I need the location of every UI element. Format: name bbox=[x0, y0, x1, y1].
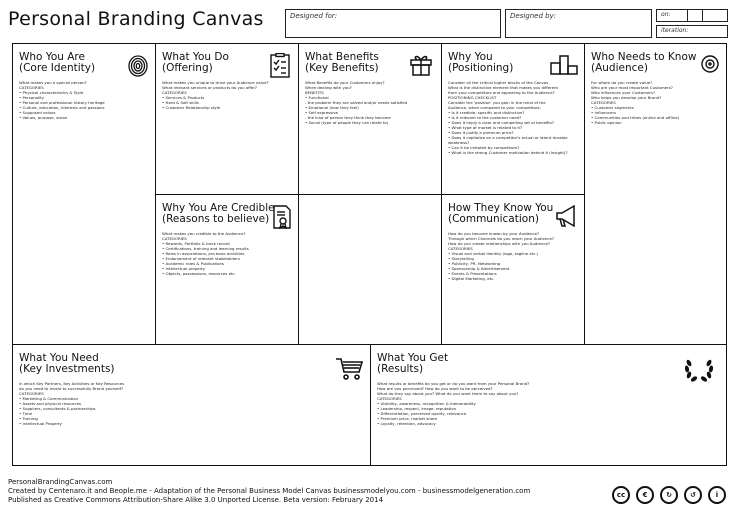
noncommercial-icon: € bbox=[636, 486, 654, 504]
cell-center-blank bbox=[298, 194, 442, 345]
date-divider bbox=[687, 10, 688, 21]
cell-text: In which Key Partners, Key Activities or Key Resources do you need to invest to successfully Brand yourself? CATEGORIES • Marketing & Communication • Assets and physical resources • Suppliers, consultants & partnerships • Time • Training • Intellectual Property bbox=[19, 381, 125, 426]
cart-icon bbox=[335, 357, 363, 381]
podium-icon bbox=[550, 53, 578, 75]
date-label: on: bbox=[661, 11, 671, 18]
footer-site[interactable]: PersonalBrandingCanvas.com bbox=[8, 478, 113, 486]
fingerprint-icon bbox=[127, 54, 149, 78]
cell-who-needs-to-know[interactable] bbox=[584, 43, 727, 345]
cell-how-they-know-you[interactable] bbox=[441, 194, 585, 345]
target-icon bbox=[700, 54, 720, 74]
cc-icon: cc bbox=[612, 486, 630, 504]
designed-by-label: Designed by: bbox=[510, 12, 557, 20]
cell-title: Who You Are (Core Identity) bbox=[19, 51, 96, 74]
cell-who-you-are[interactable] bbox=[12, 43, 156, 345]
cell-text: For whom do you create value? Who are your most important Customers? Who influences your Customers? Who helps you develop your Brand? CATEGORIES • Customer segments • Influencers • Communities and tribes (online and offline) • Public opinion bbox=[591, 80, 680, 125]
cell-why-you[interactable] bbox=[441, 43, 585, 195]
megaphone-icon bbox=[554, 204, 580, 228]
date-field[interactable] bbox=[656, 9, 728, 22]
remix-icon: ↺ bbox=[684, 486, 702, 504]
cell-text: What makes you unique to drive your Audience value? What relevant services or products do you offer? CATEGORIES • Services & Products • Hard & Soft skills • Customer Relationship style bbox=[162, 80, 269, 110]
iteration-field[interactable] bbox=[656, 25, 728, 38]
share-alike-icon: ↻ bbox=[660, 486, 678, 504]
designed-by-field[interactable] bbox=[505, 9, 652, 38]
canvas-title: Personal Branding Canvas bbox=[8, 8, 264, 30]
designed-for-label: Designed for: bbox=[290, 12, 338, 20]
footer-license: Published as Creative Commons Attribution-Share Alike 3.0 Unported License. Beta version: February 2014 bbox=[8, 496, 384, 504]
cell-title: What You Get (Results) bbox=[377, 352, 449, 375]
checklist-icon bbox=[270, 53, 290, 78]
laurel-icon bbox=[683, 357, 715, 383]
cell-text: What Benefits do your Customers enjoy? When dealing with you? BENEFITS • Functional - the problem they are solved and/or needs satisfied • Emotional (how they feel) • Self expressive - the kind of person they think they become • Social (type of people they can relate to) bbox=[305, 80, 408, 125]
cell-title: Why You (Positioning) bbox=[448, 51, 514, 74]
cell-what-you-do[interactable] bbox=[155, 43, 299, 195]
cell-why-you-are-credible[interactable] bbox=[155, 194, 299, 345]
attribution-icon: i bbox=[708, 486, 726, 504]
certificate-icon bbox=[272, 205, 292, 229]
cell-what-you-get[interactable] bbox=[370, 344, 727, 466]
cell-text: What makes you credible to the Audience? CATEGORIES • Rewards, Portfolio & track record • Certifications, training and learning results • Roles in associations, pro bono activities • Endorsement of relevant stakeholders • Academic roles & Publications • Intellectual property • Objects, possessions, resources etc. bbox=[162, 231, 249, 276]
iteration-label: iteration: bbox=[661, 27, 689, 34]
footer-credits: Created by Centenaro.it and Beople.me - Adaptation of the Personal Business Model Canvas businessmodelyou.com - businessmodelgeneration.com bbox=[8, 487, 531, 495]
date-divider bbox=[702, 10, 703, 21]
designed-for-field[interactable] bbox=[285, 9, 501, 38]
cell-title: How They Know You (Communication) bbox=[448, 202, 554, 225]
cell-text: What results or benefits do you get or do you want from your Personal Brand? How are you perceived? How do you want to be perceived? What do they say about you? What do you want them to say about you? CATEGORIES • Visibility, awareness, recognition & memorability • Leadership, respect, image, reputation • Differentiation, perceived quality, relevance • Premium price, market share • Loyalty, retention, advocacy bbox=[377, 381, 530, 426]
cell-title: Why You Are Credible (Reasons to believe) bbox=[162, 202, 275, 225]
cell-text: How do you become known by your Audience? Through which Channels do you reach your Audience? How do you create relationships with you Audience? CATEGORIES • Visual and verbal identity (logo, tagline etc.) • Storytelling • Publicity, PR, Networking • Sponsorship & Advertisement • Events & Presentations • Digital Marketing, etc. bbox=[448, 231, 554, 281]
cell-title: Who Needs to Know (Audience) bbox=[591, 51, 697, 74]
gift-icon bbox=[409, 52, 433, 76]
cell-title: What You Need (Key Investments) bbox=[19, 352, 115, 375]
cell-text: What makes you a special person? CATEGORIES • Physical characteristics & Style • Personality • Personal and professional history heritage • Culture, education, interests and passions • Supposed values • Values, purpose, vision bbox=[19, 80, 105, 120]
cell-what-you-need[interactable] bbox=[12, 344, 371, 466]
cell-title: What You Do (Offering) bbox=[162, 51, 229, 74]
cell-text: Consider all the critical higher blocks of the Canvas What is the distinctive element that makes you different from your competitors and appealing to the Audience? POSITIONING CHECKLIST Consider the 'position' you gain in the mind of the Audience, when compared to your competitors: • Is it credible, specific and distinctive? • Is it relevant to the customer need? • Does it imply a clear and compelling set of benefits? • What type of market is related to it? • Does it justify a premium price? • Does it capitalize on a competitor's actual or latent durable weakness? • Can it be imitated by competitors? • What is the strong Customer motivation behind it (insight)? bbox=[448, 80, 568, 155]
cell-title: What Benefits (Key Benefits) bbox=[305, 51, 379, 74]
cell-what-benefits[interactable] bbox=[298, 43, 442, 195]
